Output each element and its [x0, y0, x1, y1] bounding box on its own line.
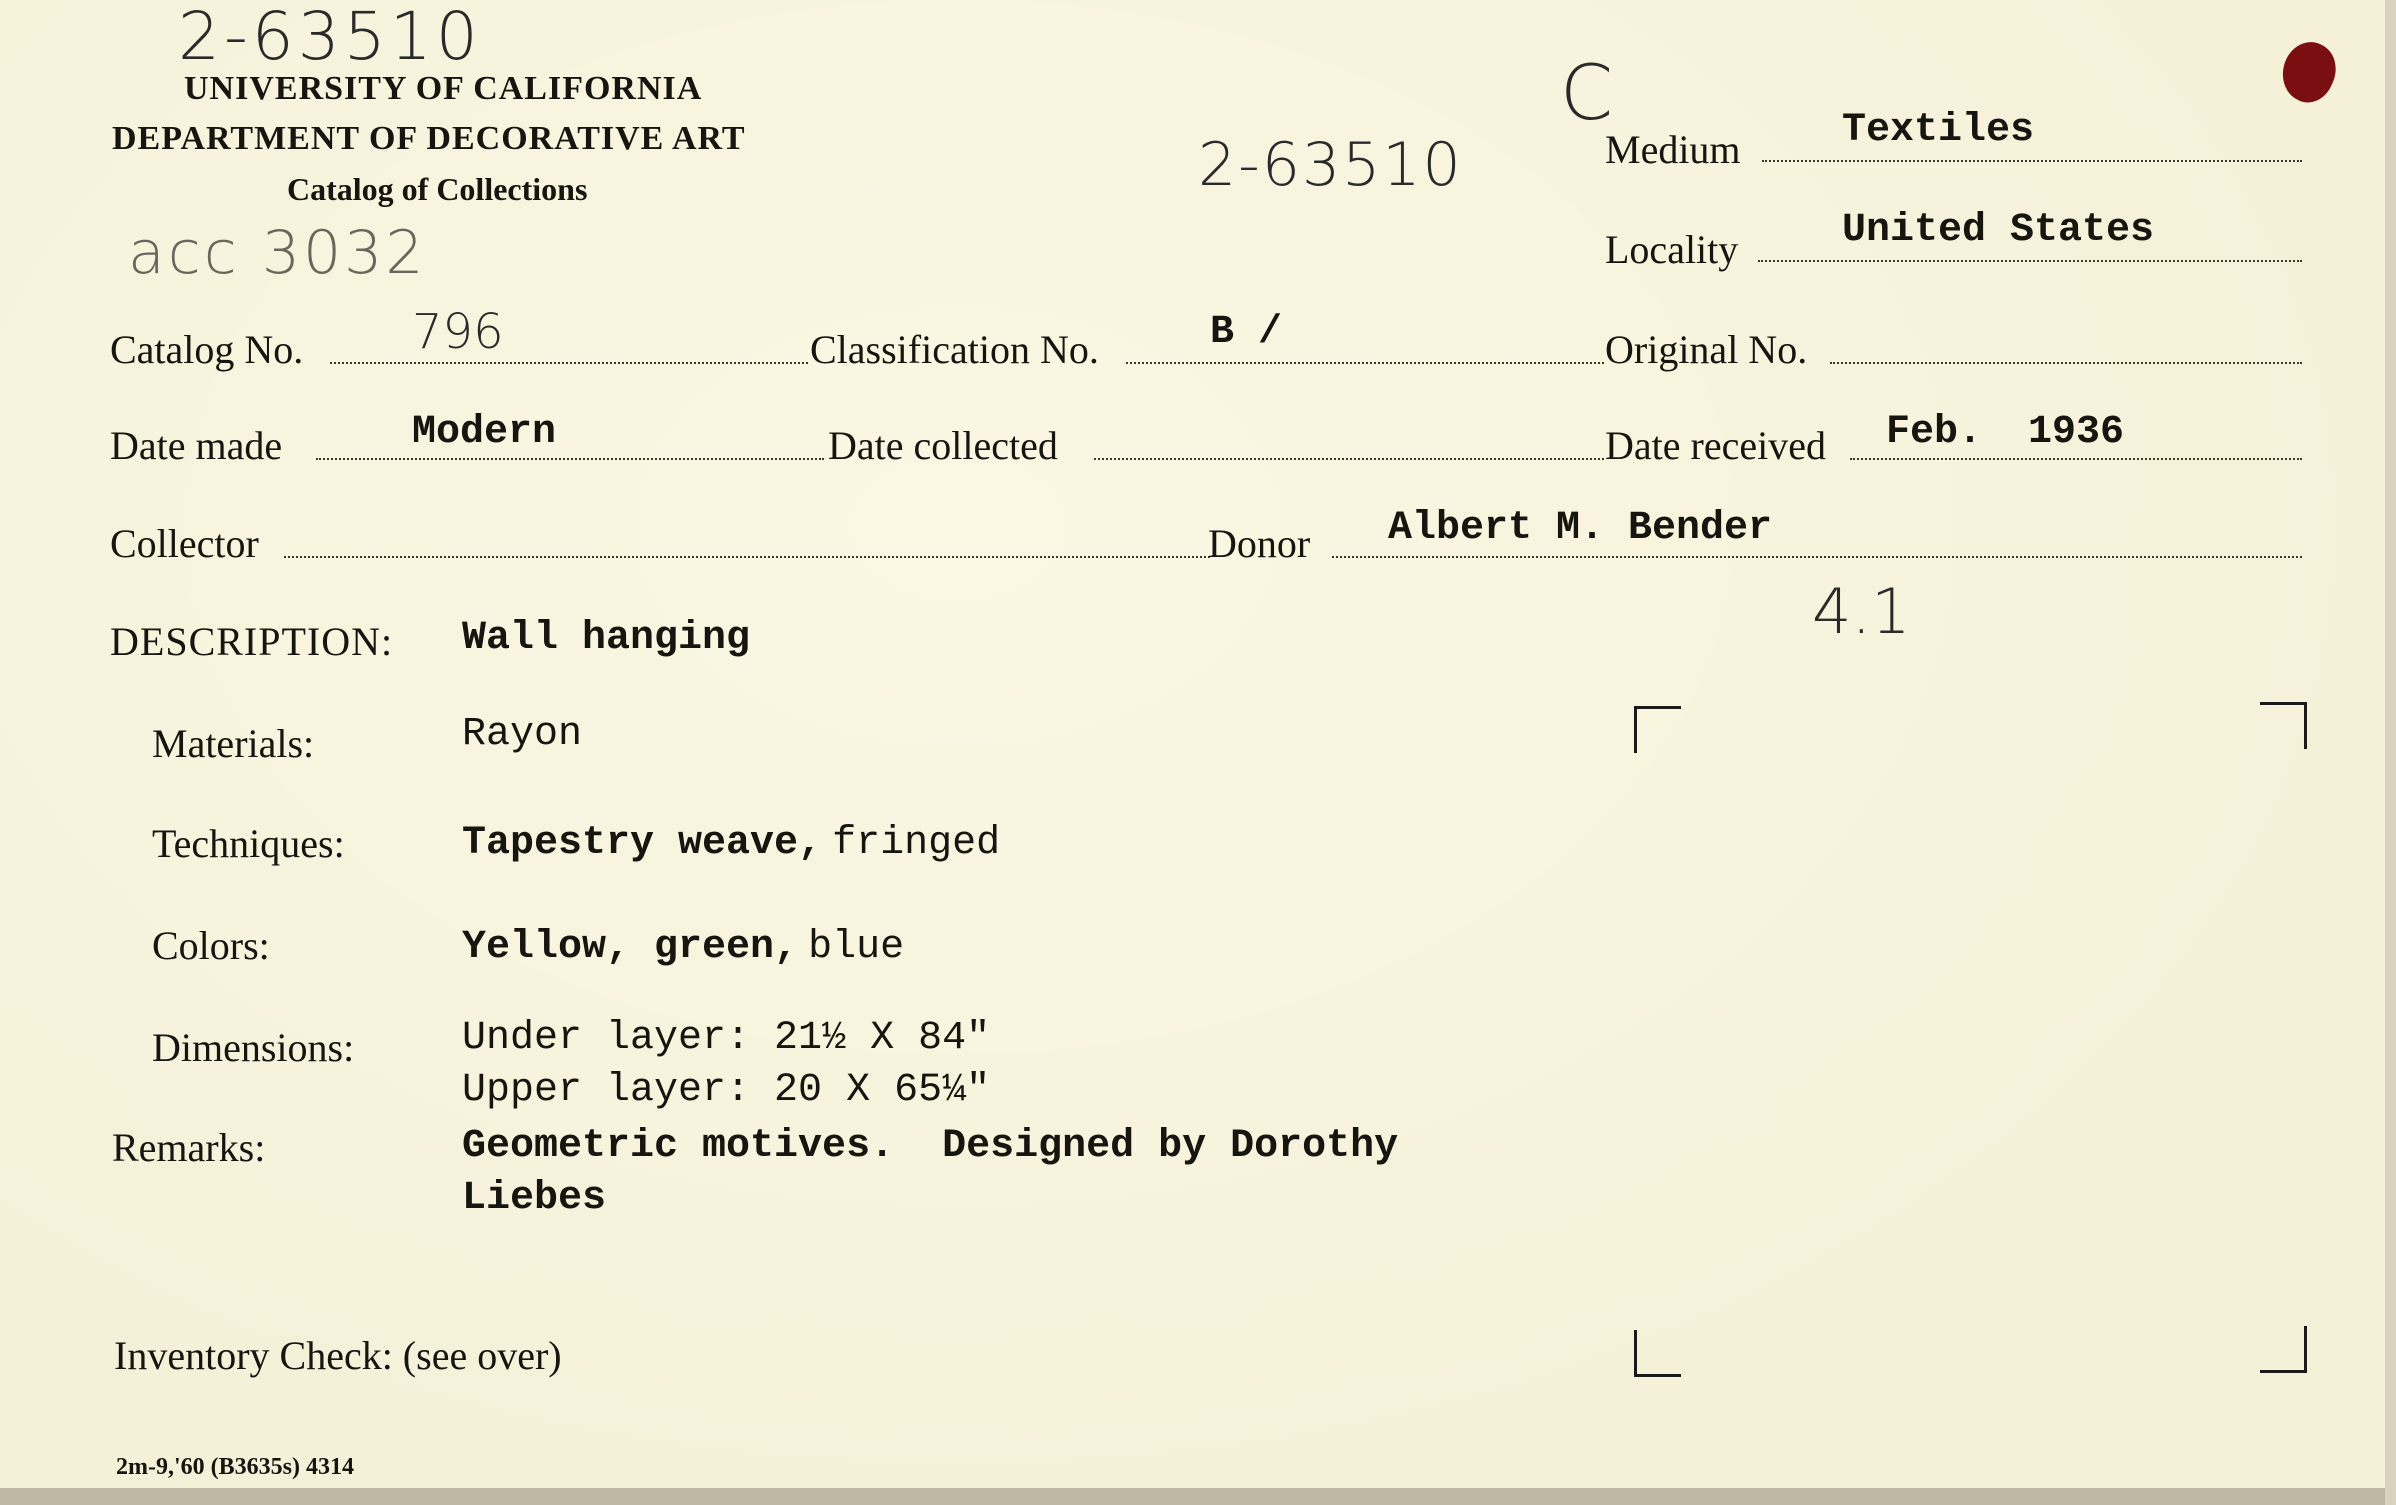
- locality-value: United States: [1842, 208, 2155, 253]
- corner-mark-top-right: [2260, 702, 2307, 749]
- university-heading: UNIVERSITY OF CALIFORNIA: [184, 70, 703, 107]
- card-right-edge: [2385, 0, 2396, 1505]
- catalog-subtitle: Catalog of Collections: [287, 171, 588, 207]
- medium-value: Textiles: [1842, 108, 2035, 153]
- techniques-value: [462, 816, 1000, 866]
- colors-value: [462, 920, 904, 970]
- dimensions-label: Dimensions:: [152, 1025, 355, 1070]
- techniques-value-bold: Tapestry weave,: [462, 821, 823, 866]
- corner-mark-bottom-left: [1634, 1330, 1681, 1377]
- date-collected-label: Date collected: [828, 423, 1058, 468]
- date-received-value: Feb. 1936: [1886, 410, 2125, 455]
- print-code: 2m-9,'60 (B3635s) 4314: [116, 1454, 354, 1480]
- date-received-line: [1850, 458, 2302, 460]
- card-bottom-edge: [0, 1488, 2396, 1505]
- catalog-no-value: 796: [412, 304, 504, 360]
- collector-line: [284, 556, 1210, 558]
- red-ink-mark: [2273, 34, 2345, 110]
- remarks-label: Remarks:: [112, 1125, 266, 1170]
- donor-value: Albert M. Bender: [1388, 506, 1773, 551]
- corner-mark-bottom-right: [2260, 1326, 2307, 1373]
- original-no-label: Original No.: [1605, 327, 1808, 372]
- handwritten-acc-number: acc 3032: [128, 218, 427, 288]
- original-no-line: [1830, 362, 2302, 364]
- donor-label: Donor: [1208, 521, 1311, 566]
- locality-line: [1758, 260, 2302, 262]
- locality-label: Locality: [1605, 227, 1739, 272]
- medium-label: Medium: [1605, 127, 1741, 172]
- techniques-label: Techniques:: [152, 821, 345, 866]
- medium-line: [1762, 160, 2302, 162]
- handwritten-letter-mark: C: [1560, 48, 1614, 137]
- remarks-line-2: Liebes: [462, 1176, 607, 1221]
- remarks-line-1: Geometric motives. Designed by Dorothy: [462, 1124, 1399, 1169]
- dimensions-line-1: Under layer: 21½ X 84": [462, 1016, 991, 1061]
- dimensions-line-2: Upper layer: 20 X 65¼": [462, 1068, 991, 1113]
- date-made-value: Modern: [412, 410, 557, 455]
- materials-value: Rayon: [462, 712, 583, 757]
- techniques-value-light: fringed: [832, 821, 1001, 866]
- inventory-check: Inventory Check: (see over): [114, 1333, 562, 1378]
- description-value: Wall hanging: [462, 616, 751, 661]
- handwritten-side-number: 4.1: [1812, 575, 1911, 648]
- catalog-no-line: [330, 362, 808, 364]
- department-heading: DEPARTMENT OF DECORATIVE ART: [112, 120, 746, 157]
- classification-no-line: [1126, 362, 1604, 364]
- description-label: DESCRIPTION:: [110, 619, 394, 664]
- handwritten-top-number: 2-63510: [178, 0, 482, 75]
- colors-value-bold: Yellow, green,: [462, 925, 799, 970]
- catalog-no-label: Catalog No.: [110, 327, 304, 372]
- corner-mark-top-left: [1634, 706, 1681, 753]
- date-collected-line: [1094, 458, 1604, 460]
- collector-label: Collector: [110, 521, 259, 566]
- classification-no-label: Classification No.: [810, 327, 1099, 372]
- handwritten-center-number: 2-63510: [1198, 130, 1463, 200]
- date-made-line: [316, 458, 824, 460]
- date-received-label: Date received: [1605, 423, 1826, 468]
- colors-label: Colors:: [152, 923, 270, 968]
- date-made-label: Date made: [110, 423, 283, 468]
- colors-value-light: blue: [808, 925, 905, 970]
- materials-label: Materials:: [152, 721, 315, 766]
- donor-line: [1332, 556, 2302, 558]
- classification-no-value: B /: [1210, 310, 1283, 355]
